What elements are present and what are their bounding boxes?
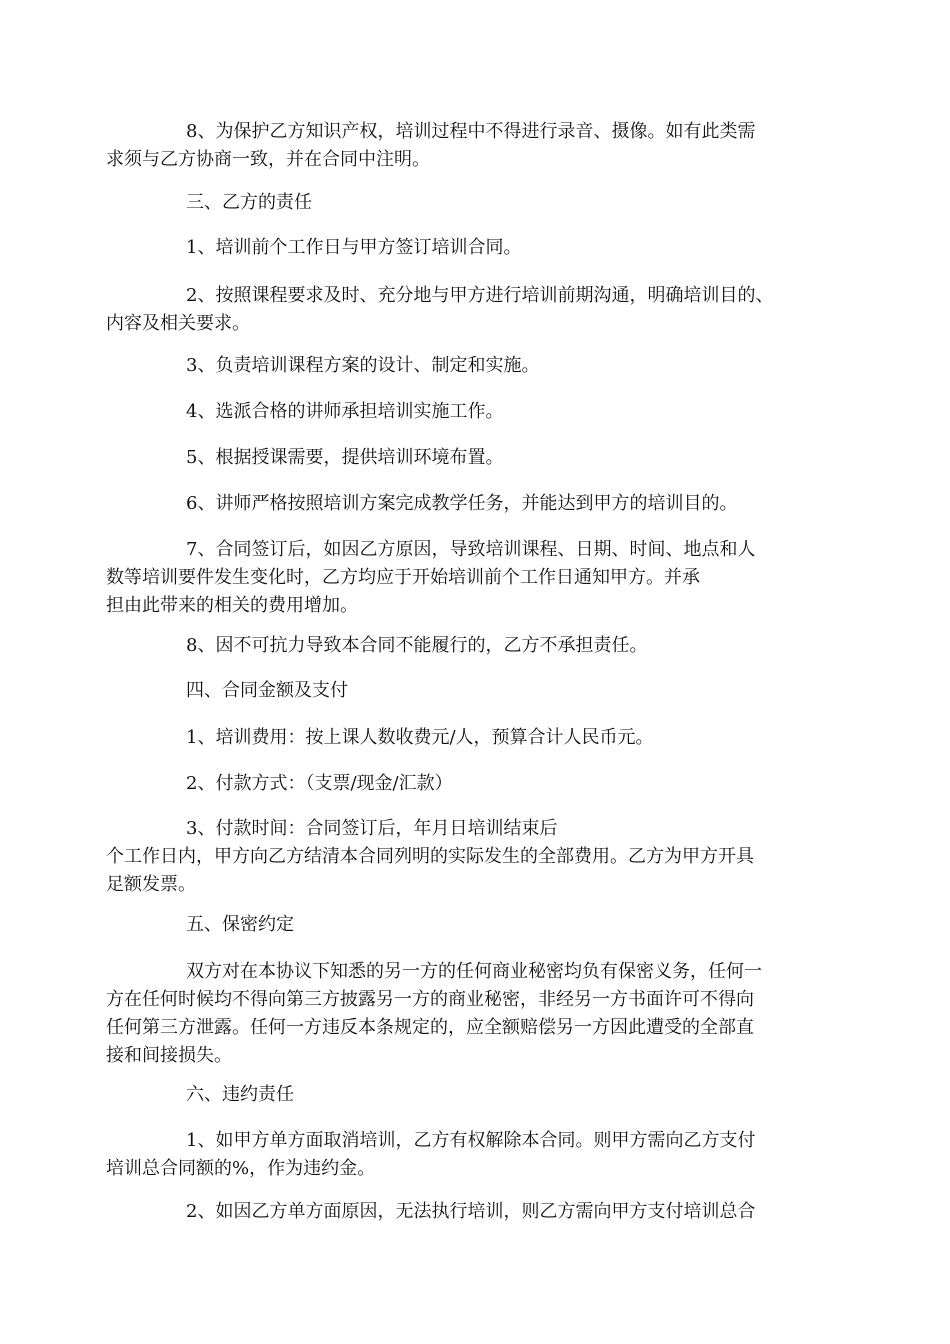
text-line: 2、按照课程要求及时、充分地与甲方进行培训前期沟通，明确培训目的、	[186, 285, 774, 306]
text-line: 2、如因乙方单方面原因，无法执行培训，则乙方需向甲方支付培训总合	[186, 1201, 756, 1222]
text-line: 求须与乙方协商一致，并在合同中注明。	[106, 149, 430, 170]
text-line: 1、培训费用：按上课人数收费元/人，预算合计人民币元。	[186, 727, 654, 748]
clause-paragraph	[106, 234, 830, 262]
section-five-heading	[106, 911, 830, 939]
text-line: 3、付款时间：合同签订后，年月日培训结束后	[186, 818, 558, 839]
text-line: 2、付款方式：（支票/现金/汇款）	[186, 773, 453, 794]
confidentiality-paragraph	[106, 958, 830, 1070]
text-line: 数等培训要件发生变化时，乙方均应于开始培训前个工作日通知甲方。并承	[106, 567, 700, 588]
clause-paragraph	[106, 1127, 830, 1183]
text-line: 7、合同签订后，如因乙方原因，导致培训课程、日期、时间、地点和人	[186, 539, 756, 560]
clause-paragraph	[106, 770, 830, 798]
clause-paragraph	[106, 632, 830, 660]
text-line: 双方对在本协议下知悉的另一方的任何商业秘密均负有保密义务，任何一	[186, 961, 762, 982]
text-line: 四、合同金额及支付	[186, 680, 348, 701]
clause-paragraph	[106, 444, 830, 472]
clause-paragraph	[106, 490, 830, 518]
text-line: 1、培训前个工作日与甲方签订培训合同。	[186, 237, 522, 258]
section-six-heading	[106, 1081, 830, 1109]
text-line: 六、违约责任	[186, 1084, 294, 1105]
text-line: 方在任何时候均不得向第三方披露另一方的商业秘密，非经另一方书面许可不得向	[106, 989, 754, 1010]
text-line: 五、保密约定	[186, 914, 294, 935]
text-line: 个工作日内，甲方向乙方结清本合同列明的实际发生的全部费用。乙方为甲方开具	[106, 846, 754, 867]
text-line: 6、讲师严格按照培训方案完成教学任务，并能达到甲方的培训目的。	[186, 493, 738, 514]
section-three-heading	[106, 189, 830, 217]
clause-paragraph	[106, 536, 830, 620]
clause-paragraph	[106, 282, 830, 338]
clause-paragraph	[106, 815, 830, 899]
section-four-heading	[106, 677, 830, 705]
clause-paragraph	[106, 1198, 830, 1226]
text-line: 8、因不可抗力导致本合同不能履行的，乙方不承担责任。	[186, 635, 648, 656]
text-line: 担由此带来的相关的费用增加。	[106, 595, 358, 616]
text-line: 接和间接损失。	[106, 1045, 232, 1066]
clause-paragraph	[106, 398, 830, 426]
text-line: 5、根据授课需要，提供培训环境布置。	[186, 447, 504, 468]
text-line: 3、负责培训课程方案的设计、制定和实施。	[186, 355, 540, 376]
clause-3-8-paragraph	[106, 118, 830, 174]
text-line: 8、为保护乙方知识产权，培训过程中不得进行录音、摄像。如有此类需	[186, 121, 756, 142]
text-line: 任何第三方泄露。任何一方违反本条规定的，应全额赔偿另一方因此遭受的全部直	[106, 1017, 754, 1038]
clause-paragraph	[106, 352, 830, 380]
text-line: 1、如甲方单方面取消培训，乙方有权解除本合同。则甲方需向乙方支付	[186, 1130, 756, 1151]
text-line: 内容及相关要求。	[106, 313, 250, 334]
text-line: 三、乙方的责任	[186, 192, 312, 213]
clause-paragraph	[106, 724, 830, 752]
text-line: 培训总合同额的%，作为违约金。	[106, 1158, 376, 1179]
text-line: 4、选派合格的讲师承担培训实施工作。	[186, 401, 504, 422]
text-line: 足额发票。	[106, 874, 196, 895]
